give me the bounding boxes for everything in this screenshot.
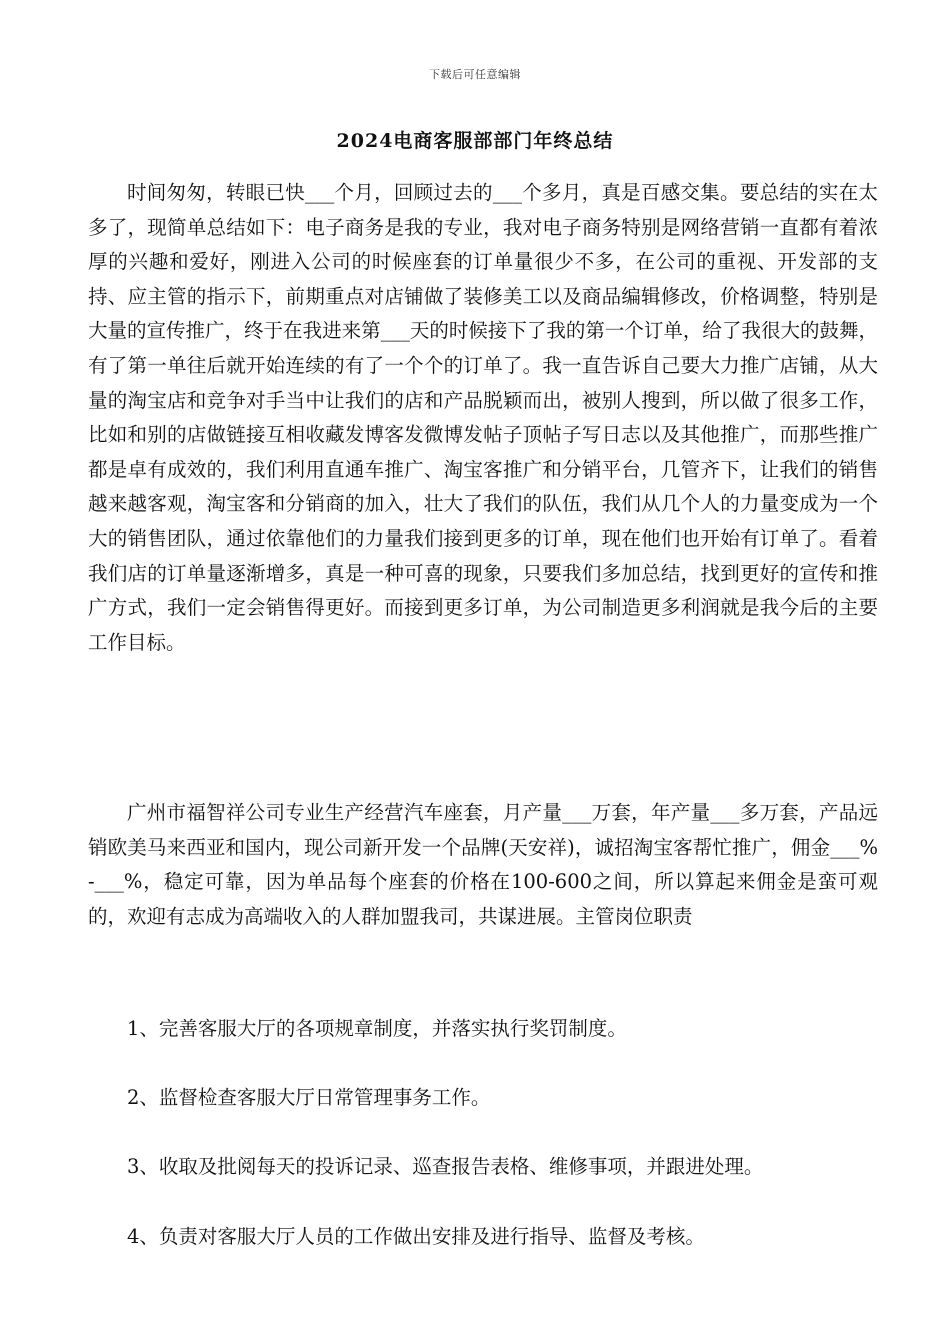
duty-list-item: 3、收取及批阅每天的投诉记录、巡查报告表格、维修事项，并跟进处理。 [127, 1155, 764, 1178]
body-paragraph: 时间匆匆，转眼已快___个月，回顾过去的___个多月，真是百感交集。要总结的实在太多了，现简单总结如下：电子商务是我的专业，我对电子商务特别是网络营销一直都有着浓厚的兴趣和爱好，刚进入公司的时候座套的订单量很少不多，在公司的重视、开发部的支持、应主管的指示下，前期重点对店铺做了装修美工以及商品编辑修改，价格调整，特别是大量的宣传推广，终于在我进来第___天的时候接下了我的第一个订单，给了我很大的鼓舞，有了第一单往后就开始连续的有了一个个的订单了。我一直告诉自己要大力推广店铺，从大量的淘宝店和竞争对手当中让我们的店和产品脱颖而出，被别人搜到，所以做了很多工作，比如和别的店做链接互相收藏发博客发微博发帖子顶帖子写日志以及其他推广，而那些推广都是卓有成效的，我们利用直通车推广、淘宝客推广和分销平台，几管齐下，让我们的销售越来越客观，淘宝客和分销商的加入，壮大了我们的队伍，我们从几个人的力量变成为一个大的销售团队，通过依靠他们的力量我们接到更多的订单，现在他们也开始有订单了。看着我们店的订单量逐渐增多，真是一种可喜的现象，只要我们多加总结，找到更好的宣传和推广方式，我们一定会销售得更好。而接到更多订单，为公司制造更多利润就是我今后的主要工作目标。 [88, 181, 878, 654]
duty-list-item: 4、负责对客服大厅人员的工作做出安排及进行指导、监督及考核。 [127, 1225, 705, 1248]
duty-list-item: 1、完善客服大厅的各项规章制度，并落实执行奖罚制度。 [127, 1017, 627, 1040]
header-note: 下载后可任意编辑 [429, 68, 521, 81]
body-paragraph: 广州市福智祥公司专业生产经营汽车座套，月产量___万套，年产量___多万套，产品远销欧美马来西亚和国内，现公司新开发一个品牌(天安祥)，诚招淘宝客帮忙推广，佣金___%-___%，稳定可靠，因为单品每个座套的价格在100-600之间，所以算起来佣金是蛮可观的，欢迎有志成为高端收入的人群加盟我司，共谋进展。主管岗位职责 [88, 801, 878, 928]
document-title: 2024电商客服部部门年终总结 [336, 130, 614, 152]
duty-list-item: 2、监督检查客服大厅日常管理事务工作。 [127, 1086, 491, 1109]
